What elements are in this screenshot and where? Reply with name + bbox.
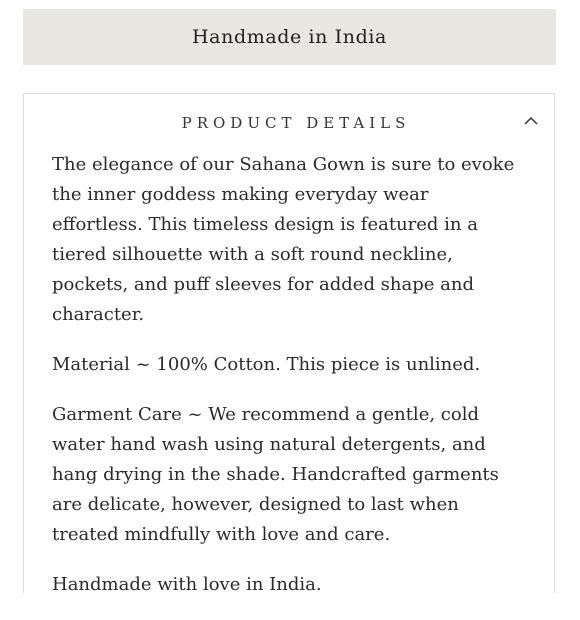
chevron-up-icon[interactable]: [522, 114, 540, 128]
handmade-banner: [23, 9, 556, 65]
product-details-body: [52, 150, 522, 620]
product-details-toggle[interactable]: [24, 94, 554, 152]
handmade-note-paragraph: Handmade with love in India.: [52, 574, 322, 595]
material-paragraph: Material ~ 100% Cotton. This piece is unlined.: [52, 354, 481, 375]
handmade-banner-text: Handmade in India: [192, 26, 387, 48]
product-details-title: PRODUCT DETAILS: [181, 114, 411, 132]
product-details-accordion: [23, 93, 555, 593]
garment-care-paragraph: Garment Care ~ We recommend a gentle, cold water hand wash using natural detergents, and hang drying in the shade. Handcrafted garments are delicate, however, designed to last when treated mindfully with love and care.: [52, 404, 499, 545]
description-paragraph: The elegance of our Sahana Gown is sure to evoke the inner goddess making everyday wear effortless. This timeless design is featured in a tiered silhouette with a soft round neckline, pockets, and puff sleeves for added shape and character.: [52, 154, 515, 325]
